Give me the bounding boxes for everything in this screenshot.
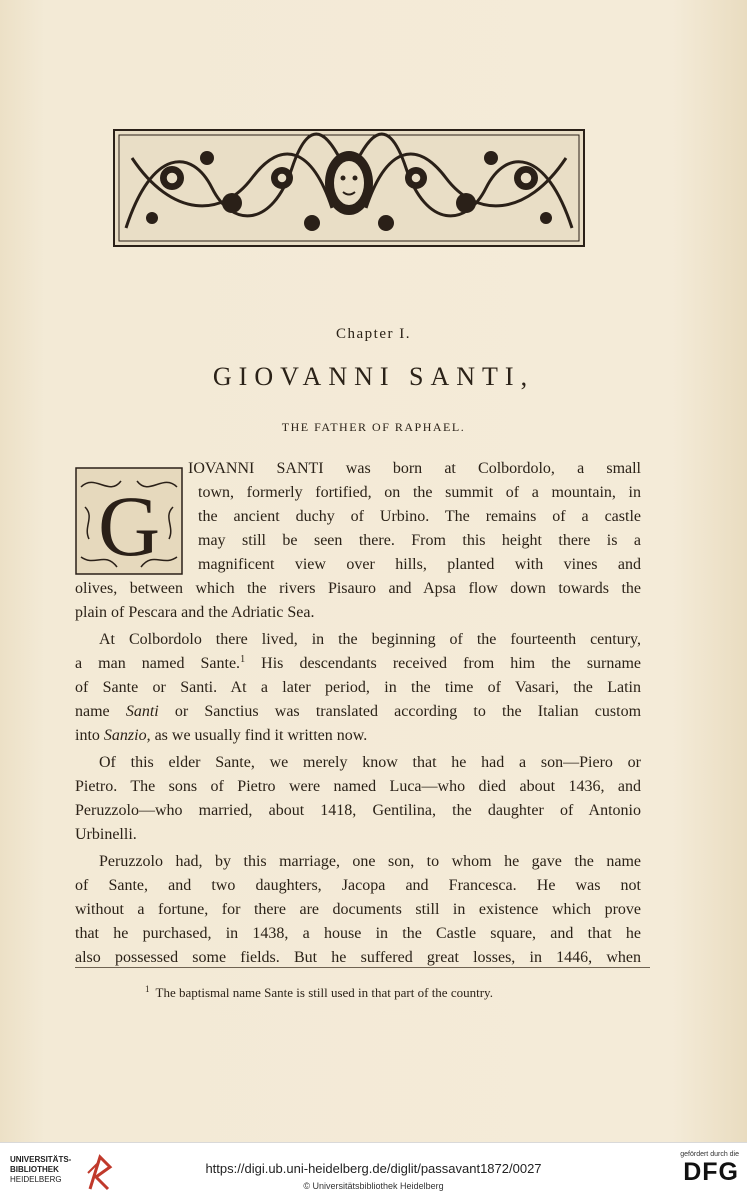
- text-line: Peruzzolo—who married, about 1418, Gentilina, the daughter of Antonio: [75, 802, 641, 819]
- text-line: Peruzzolo had, by this marriage, one son, to whom he gave the name: [99, 853, 641, 870]
- chapter-label: Chapter I.: [336, 326, 411, 342]
- italic-name: Santi: [125, 703, 159, 720]
- dfg-logo[interactable]: [659, 1151, 739, 1186]
- text-line: also possessed some fields. But he suffered great losses, in 1446, when: [75, 949, 641, 966]
- text-line-part: His descendants received from him the surname: [261, 655, 642, 672]
- text-line: the ancient duchy of Urbino. The remains of a castle: [198, 508, 641, 525]
- footnote-reference: 1: [240, 654, 246, 665]
- chapter-title: GIOVANNI SANTI,: [212, 362, 535, 391]
- text-line-part: , as we usually find it written now.: [146, 727, 368, 744]
- text-line: town, formerly fortified, on the summit of a mountain, in: [198, 484, 641, 501]
- drop-cap-letter: G: [97, 478, 161, 574]
- library-name-line: BIBLIOTHEK: [10, 1165, 59, 1174]
- decorative-headpiece: [112, 128, 586, 248]
- text-line: [75, 654, 641, 674]
- text-line: of Sante or Santi. At a later period, in the time of Vasari, the Latin: [75, 679, 641, 696]
- footnote-text: The baptismal name Sante is still used in that part of the country.: [155, 985, 493, 1000]
- footnote-divider: [75, 967, 650, 968]
- library-city: HEIDELBERG: [10, 1175, 62, 1184]
- funded-by-label: gefördert durch die: [680, 1151, 739, 1158]
- text-line: plain of Pescara and the Adriatic Sea.: [75, 604, 315, 621]
- footnote: [145, 984, 493, 1001]
- footnote-number: 1: [145, 984, 150, 994]
- text-line: may still be seen there. From this height there is a: [198, 532, 641, 549]
- viewer-footer: [0, 1142, 747, 1202]
- permalink-url[interactable]: https://digi.ub.uni-heidelberg.de/diglit/passavant1872/0027: [205, 1161, 542, 1176]
- text-line: Urbinelli.: [75, 826, 137, 843]
- text-line: olives, between which the rivers Pisauro and Apsa flow down towards the: [75, 580, 641, 597]
- text-line: At Colbordolo there lived, in the beginning of the fourteenth century,: [99, 631, 641, 648]
- text-line: IOVANNI SANTI was born at Colbordolo, a small: [188, 460, 641, 477]
- text-line-part: a man named Sante.: [75, 655, 241, 672]
- text-line: Of this elder Sante, we merely know that he had a son—Piero or: [99, 754, 641, 771]
- copyright-notice: © Universitätsbibliothek Heidelberg: [303, 1181, 444, 1191]
- text-line: Pietro. The sons of Pietro were named Luca—who died about 1436, and: [75, 778, 641, 795]
- drop-cap-initial: [75, 467, 183, 575]
- text-line: of Sante, and two daughters, Jacopa and Francesca. He was not: [75, 877, 641, 894]
- chapter-subtitle: THE FATHER OF RAPHAEL.: [281, 420, 466, 434]
- dfg-wordmark: DFG: [683, 1158, 739, 1186]
- text-line: magnificent view over hills, planted with vines and: [198, 556, 641, 573]
- text-line-part: into: [75, 727, 100, 744]
- text-line: [75, 726, 641, 746]
- text-line: [75, 702, 641, 722]
- text-line-part: name: [75, 703, 110, 720]
- text-line-part: or Sanctius was translated according to the Italian custom: [174, 703, 642, 720]
- library-name-line: UNIVERSITÄTS-: [10, 1155, 72, 1164]
- text-line: that he purchased, in 1438, a house in the Castle square, and that he: [75, 925, 641, 942]
- text-line: without a fortune, for there are documents still in existence which prove: [75, 901, 641, 918]
- italic-name: Sanzio: [103, 727, 147, 744]
